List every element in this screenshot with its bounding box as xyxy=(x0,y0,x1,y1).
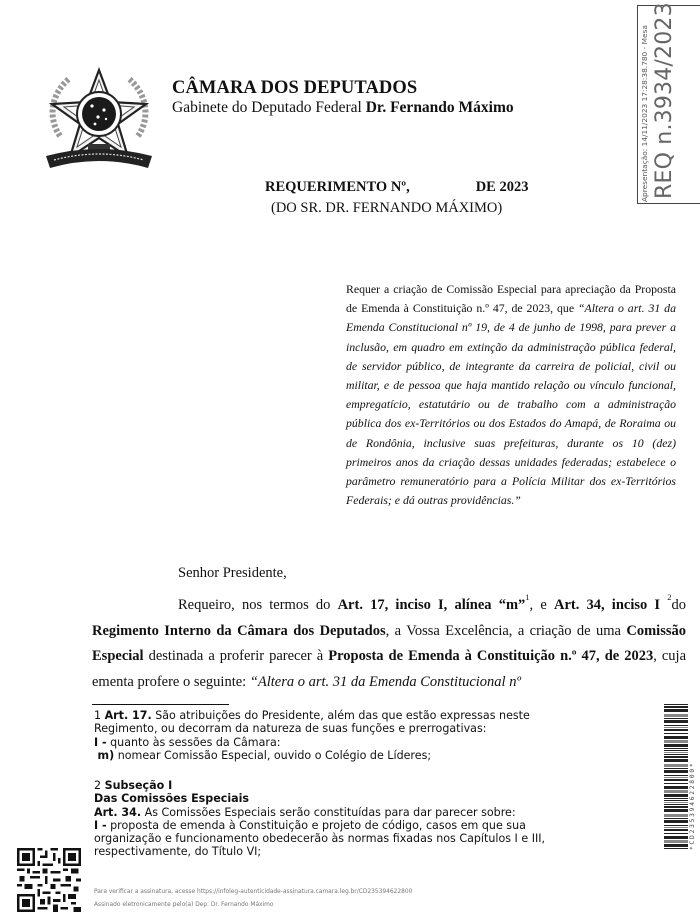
barcode-bar xyxy=(664,706,688,708)
footnote-1 xyxy=(94,709,530,762)
footnote-inciso: I - xyxy=(94,818,107,832)
barcode-bar xyxy=(664,800,688,801)
barcode-bar xyxy=(664,748,688,749)
barcode-bar xyxy=(664,790,688,793)
chamber-name: CÂMARA DOS DEPUTADOS xyxy=(172,78,418,98)
barcode-bar xyxy=(664,752,688,753)
coat-of-arms-icon xyxy=(40,64,158,174)
cabinet-line xyxy=(172,99,514,117)
barcode-bar xyxy=(664,827,688,828)
barcode-bar xyxy=(664,750,688,751)
cabinet-prefix: Gabinete do Deputado Federal xyxy=(172,99,366,116)
footnote-number: 1 xyxy=(94,709,102,722)
barcode-bar xyxy=(664,718,688,719)
barcode-bar xyxy=(664,729,688,731)
barcode-bar xyxy=(664,775,688,776)
footnote-ref-2[interactable]: 2 xyxy=(667,592,672,602)
body-text-segment: , e xyxy=(529,597,554,613)
signature-verification-link[interactable]: Para verificar a assinatura, acesse https://infoleg-autenticidade-assinatura.camara.leg.br/CD235394622800 xyxy=(94,889,413,895)
ementa-paragraph xyxy=(346,280,676,510)
barcode-bar xyxy=(664,833,688,834)
footnote-article: Art. 17. xyxy=(104,709,152,722)
barcode-bar xyxy=(664,764,688,767)
barcode-icon xyxy=(664,704,688,849)
barcode-bar xyxy=(664,754,688,755)
barcode-bar xyxy=(664,736,688,739)
barcode-bar xyxy=(664,740,688,743)
footnote-text: Regimento, ou decorram da natureza de suas funções e prerrogativas: xyxy=(94,722,487,736)
qr-code-icon[interactable] xyxy=(16,848,82,912)
barcode-bar xyxy=(664,720,688,723)
footnote-text: quanto às sessões da Câmara: xyxy=(106,735,281,749)
barcode-bar xyxy=(664,768,688,769)
footnote-text: organização e funcionamento obedecerão às normas fixadas nos Capítulos I e III, xyxy=(94,832,546,846)
footnote-inciso: I - xyxy=(94,735,107,749)
barcode-bar xyxy=(664,806,688,808)
protocol-stamp xyxy=(637,2,700,204)
barcode-bar xyxy=(664,704,688,705)
barcode-bar xyxy=(664,809,688,812)
body-bold-segment: Proposta de Emenda à Constituição n.º 47, de 2023 xyxy=(328,648,654,664)
salutation: Senhor Presidente, xyxy=(178,565,287,581)
barcode-bar xyxy=(664,844,688,847)
barcode-bar xyxy=(664,786,688,789)
ementa-intro: Requer a criação de Comissão Especial para apreciação da Proposta de Emenda à Constituição n.º 47, de 2023, que xyxy=(346,282,676,316)
barcode-bar xyxy=(664,727,688,728)
body-text-segment: , cuja ementa profere o seguinte: xyxy=(92,648,687,690)
barcode-bar xyxy=(664,744,688,747)
footnote-ref-1[interactable]: 1 xyxy=(525,592,530,602)
deputy-name: Dr. Fernando Máximo xyxy=(365,99,514,116)
barcode-bar xyxy=(664,798,688,799)
barcode-bar xyxy=(664,714,688,717)
body-paragraph xyxy=(92,593,686,695)
barcode-bar xyxy=(664,802,688,803)
requirement-year: DE 2023 xyxy=(475,179,529,195)
barcode-bar xyxy=(664,848,688,849)
barcode-bar xyxy=(664,804,688,805)
footnote-number: 2 xyxy=(94,779,102,792)
body-bold-segment: Regimento Interno da Câmara dos Deputados xyxy=(92,622,386,639)
electronic-signature-note: Assinado eletronicamente pelo(a) Dep. Dr. Fernando Máximo xyxy=(94,902,274,908)
barcode-bar xyxy=(664,825,688,826)
body-text-segment: do xyxy=(671,597,686,613)
barcode-bar xyxy=(664,783,688,784)
barcode-bar xyxy=(664,836,688,839)
barcode-bar xyxy=(664,829,688,831)
footnote-heading: Das Comissões Especiais xyxy=(94,792,250,806)
barcode-bar xyxy=(664,759,688,762)
footnote-text: nomear Comissão Especial, ouvido o Colégio de Líderes; xyxy=(114,748,432,762)
barcode-bar xyxy=(664,820,688,823)
barcode-bar xyxy=(664,779,688,781)
barcode-bar xyxy=(664,814,688,817)
footnote-2 xyxy=(94,779,545,859)
barcode-bar xyxy=(664,818,688,819)
footnote-text: respectivamente, do Título VI; xyxy=(94,845,262,859)
barcode-bar xyxy=(664,709,688,712)
barcode-bar xyxy=(664,725,688,726)
footnote-article: Art. 34. xyxy=(94,805,142,819)
footnote-text: São atribuições do Presidente, além das que estão expressas neste xyxy=(151,709,530,722)
footnote-heading: Subseção I xyxy=(104,779,173,792)
ementa-quote: “Altera o art. 31 da Emenda Constitucional nº 19, de 4 de junho de 1998, para prever a inclusão, em quadro em extinção da administração pública federal, de servidor público, de integrante da carreira de policial, civil ou militar, e de pessoa que haja mantido relação ou vínculo funcional, empregatício, estatutário ou de trabalho com a administração pública dos ex-Territórios ou dos Estados do Amapá, de Roraima ou de Rondônia, inclusive suas prefeituras, durante os 10 (dez) primeiros anos da criação dessas unidades federadas; estabelece o parâmetro remuneratório para a Polícia Militar dos ex-Territórios Federais; e dá outras providências.” xyxy=(346,301,676,508)
body-bold-segment: Art. 34, inciso I xyxy=(553,597,668,613)
barcode-bar xyxy=(664,794,688,797)
barcode-bar xyxy=(664,770,688,773)
barcode-bar xyxy=(664,840,688,843)
footnote-alinea: m) xyxy=(97,748,115,762)
requirement-title xyxy=(265,179,528,196)
presentation-timestamp: Apresentação: 14/11/2023 17:28:38.780 - Mesa xyxy=(640,25,649,202)
footnote-text: proposta de emenda à Constituição e projeto de código, casos em que sua xyxy=(106,818,526,832)
body-bold-segment: Art. 17, inciso I, alínea “m” xyxy=(337,597,526,613)
requirement-author: (DO SR. DR. FERNANDO MÁXIMO) xyxy=(271,200,503,216)
barcode-bar xyxy=(664,777,688,778)
body-bold-segment: Comissão Especial xyxy=(92,622,686,664)
body-text-segment: destinada a proferir parecer à xyxy=(143,648,329,664)
request-number: REQ n.3934/2023 xyxy=(652,2,677,199)
barcode-bar xyxy=(664,756,688,758)
footnote-separator xyxy=(92,704,229,705)
body-text-segment: , a Vossa Excelência, a criação de uma xyxy=(385,622,627,639)
barcode-bar xyxy=(664,733,688,734)
body-text-segment: Requeiro, nos termos do xyxy=(178,597,338,613)
body-italic-segment: “Altera o art. 31 da Emenda Constitucional nº xyxy=(249,673,521,690)
requirement-label: REQUERIMENTO Nº, xyxy=(265,179,410,195)
barcode-code: *CD235394622800* xyxy=(689,761,696,850)
footnote-text: As Comissões Especiais serão constituídas para dar parecer sobre: xyxy=(141,805,516,819)
